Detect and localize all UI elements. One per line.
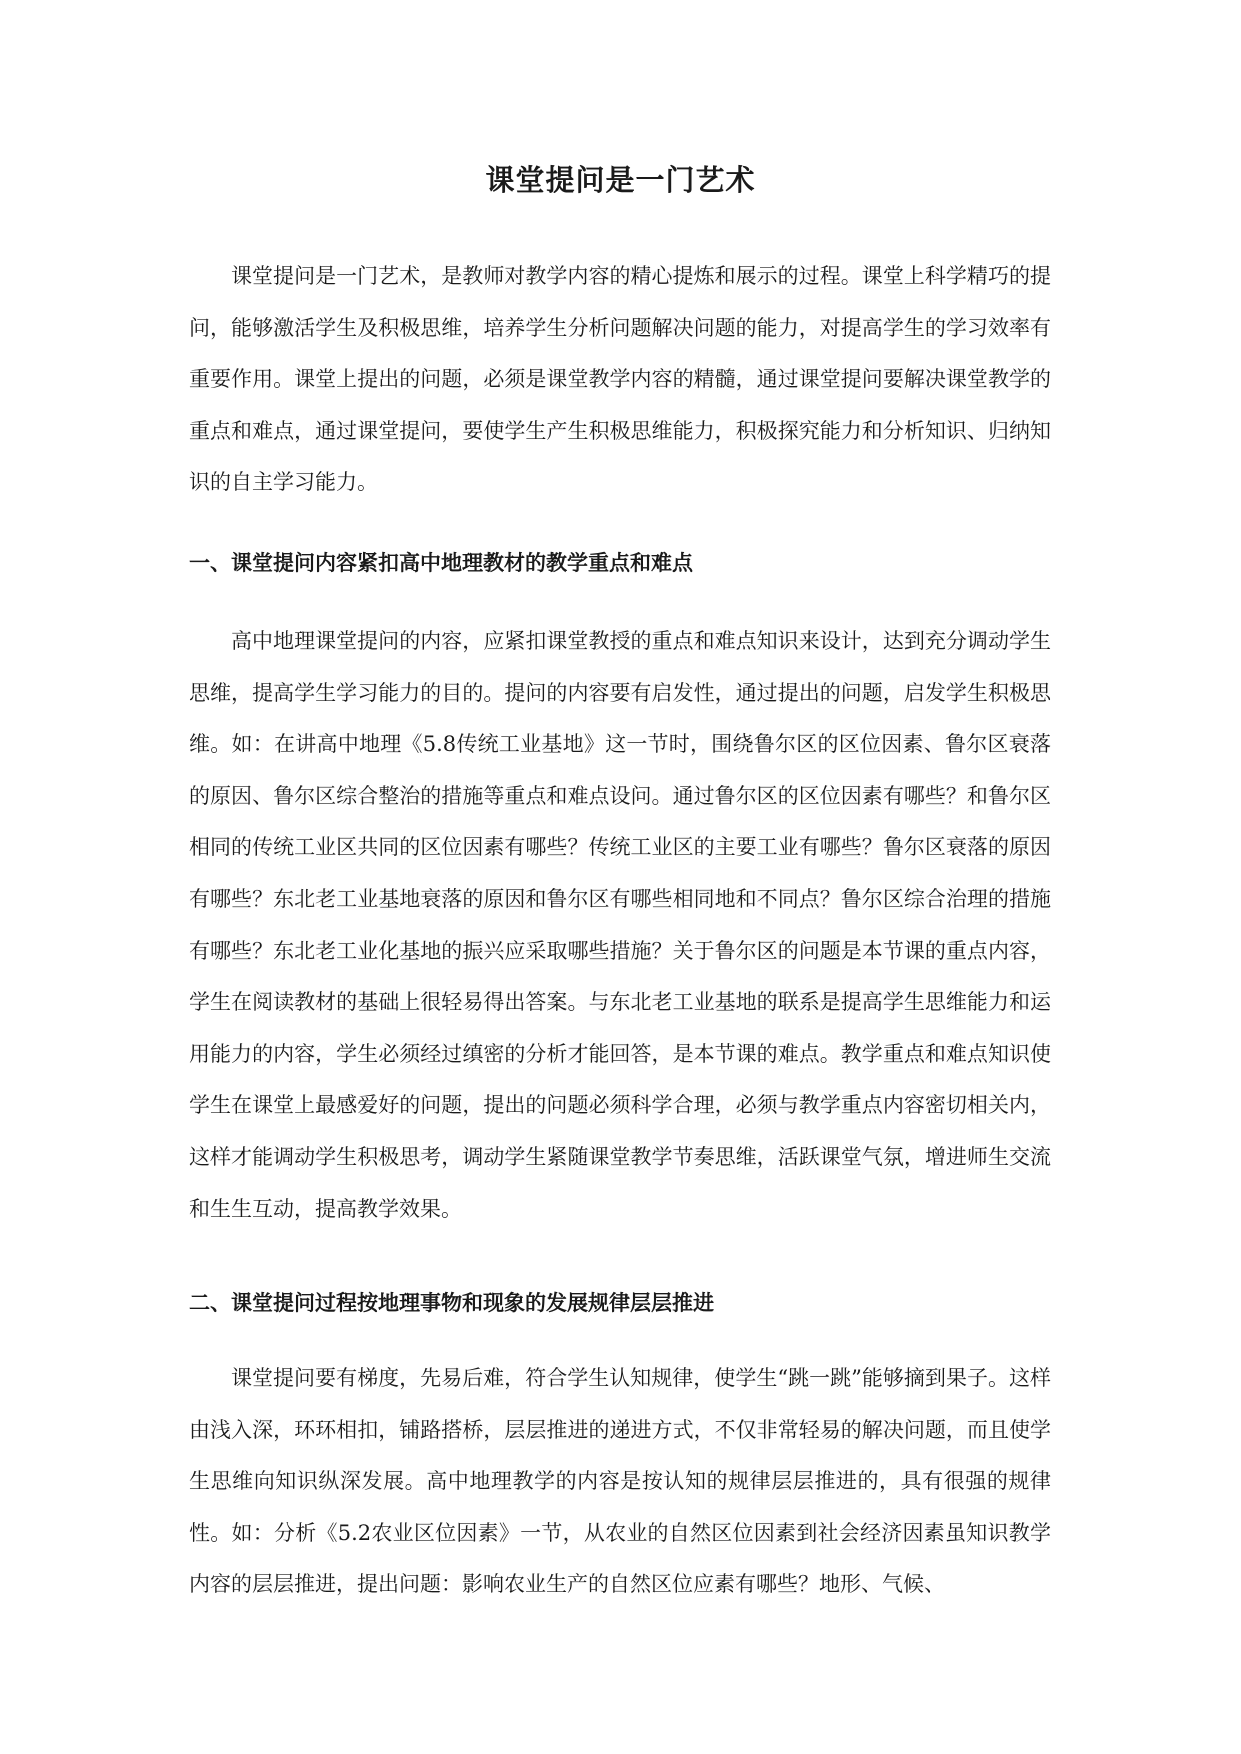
section-1-paragraph: 高中地理课堂提问的内容，应紧扣课堂教授的重点和难点知识来设计，达到充分调动学生思维，提高学生学习能力的目的。提问的内容要有启发性，通过提出的问题，启发学生积极思维。如：在讲高中地理《5.8传统工业基地》这一节时，围绕鲁尔区的区位因素、鲁尔区衰落的原因、鲁尔区综合整治的措施等重点和难点设问。通过鲁尔区的区位因素有哪些？和鲁尔区相同的传统工业区共同的区位因素有哪些？传统工业区的主要工业有哪些？鲁尔区衰落的原因有哪些？东北老工业基地衰落的原因和鲁尔区有哪些相同地和不同点？鲁尔区综合治理的措施有哪些？东北老工业化基地的振兴应采取哪些措施？关于鲁尔区的问题是本节课的重点内容，学生在阅读教材的基础上很轻易得出答案。与东北老工业基地的联系是提高学生思维能力和运用能力的内容，学生必须经过缜密的分析才能回答，是本节课的难点。教学重点和难点知识使学生在课堂上最感爱好的问题，提出的问题必须科学合理，必须与教学重点内容密切相关内，这样才能调动学生积极思考，调动学生紧随课堂教学节奏思维，活跃课堂气氛，增进师生交流和生生互动，提高教学效果。 [189, 629, 1051, 1221]
section-1-heading: 一、课堂提问内容紧扣高中地理教材的教学重点和难点 [189, 550, 693, 575]
section-2-paragraph: 课堂提问要有梯度，先易后难，符合学生认知规律，使学生“跳一跳”能够摘到果子。这样由浅入深，环环相扣，铺路搭桥，层层推进的递进方式，不仅非常轻易的解决问题，而且使学生思维向知识纵深发展。高中地理教学的内容是按认知的规律层层推进的，具有很强的规律性。如：分析《5.2农业区位因素》一节，从农业的自然区位因素到社会经济因素虽知识教学内容的层层推进，提出问题：影响农业生产的自然区位应素有哪些？地形、气候、 [189, 1366, 1051, 1597]
section-2-heading: 二、课堂提问过程按地理事物和现象的发展规律层层推进 [189, 1290, 714, 1315]
intro-paragraph: 课堂提问是一门艺术，是教师对教学内容的精心提炼和展示的过程。课堂上科学精巧的提问，能够激活学生及积极思维，培养学生分析问题解决问题的能力，对提高学生的学习效率有重要作用。课堂上提出的问题，必须是课堂教学内容的精髓，通过课堂提问要解决课堂教学的重点和难点，通过课堂提问，要使学生产生积极思维能力，积极探究能力和分析知识、归纳知识的自主学习能力。 [189, 264, 1051, 495]
document-title: 课堂提问是一门艺术 [485, 163, 756, 197]
